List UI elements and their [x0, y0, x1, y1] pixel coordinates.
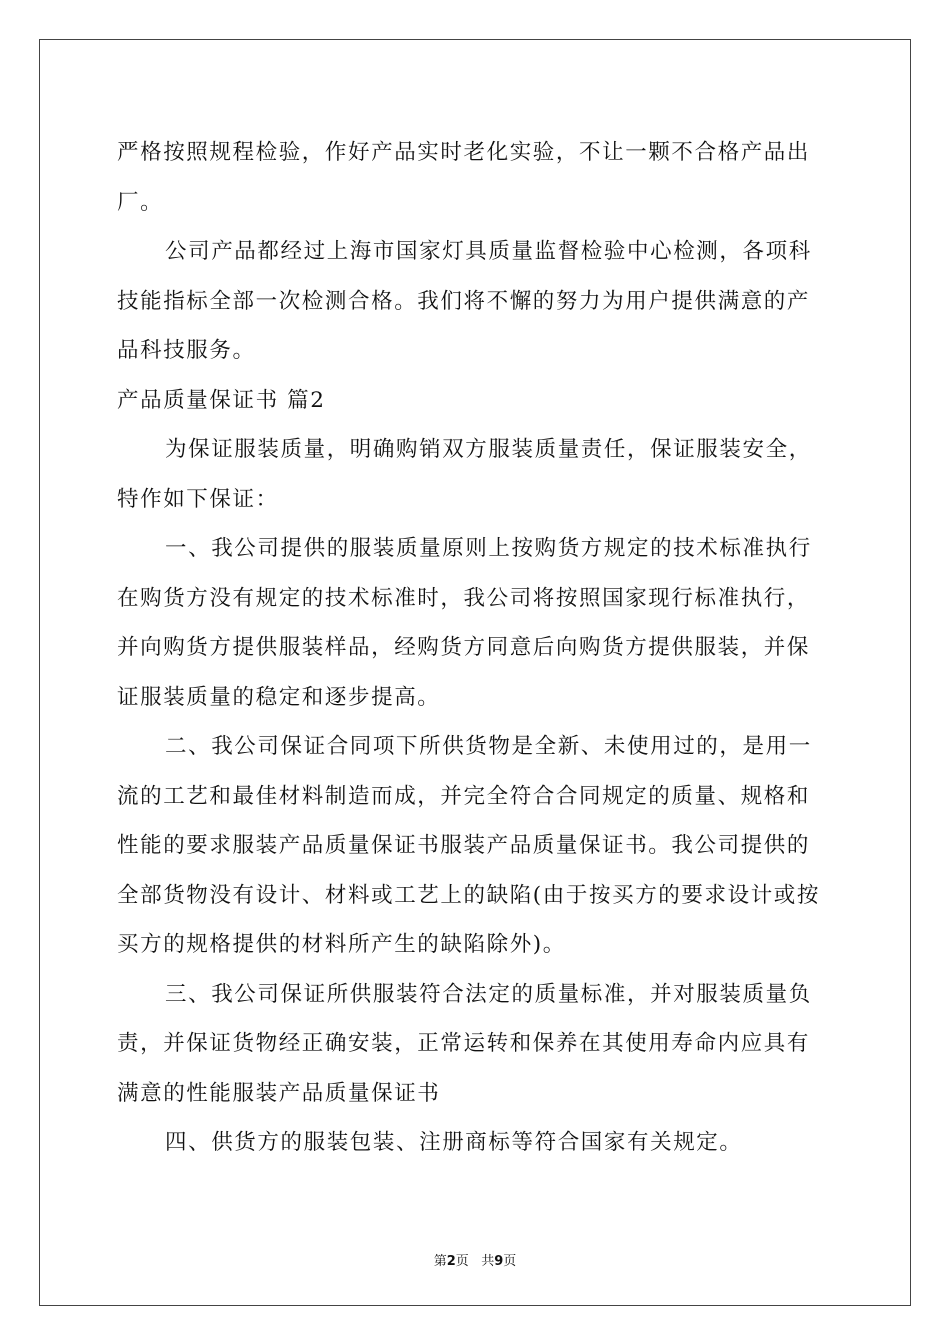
paragraph-3: 为保证服装质量，明确购销双方服装质量责任，保证服装安全，特作如下保证： [117, 437, 812, 512]
paragraph-4: 一、我公司提供的服装质量原则上按购货方规定的技术标准执行在购货方没有规定的技术标准时，我公司将按照国家现行标准执行，并向购货方提供服装样品，经购货方同意后向购货方提供服装，并保证服装质量的稳定和逐步提高。 [117, 536, 812, 710]
page-footer [0, 1250, 950, 1269]
footer-middle: 页 共 [455, 1254, 495, 1269]
paragraph-2: 公司产品都经过上海市国家灯具质量监督检验中心检测，各项科技能指标全部一次检测合格。我们将不懈的努力为用户提供满意的产品科技服务。 [117, 239, 812, 363]
document-body [117, 128, 833, 1168]
total-page-number: 9 [494, 1254, 504, 1269]
current-page-number: 2 [446, 1254, 456, 1269]
section-heading: 产品质量保证书 篇2 [117, 387, 326, 413]
paragraph-1: 严格按照规程检验，作好产品实时老化实验，不让一颗不合格产品出厂。 [117, 140, 811, 215]
paragraph-5: 二、我公司保证合同项下所供货物是全新、未使用过的，是用一流的工艺和最佳材料制造而成，并完全符合合同规定的质量、规格和性能的要求服装产品质量保证书服装产品质量保证书。我公司提供的全部货物没有设计、材料或工艺上的缺陷(由于按买方的要求设计或按买方的规格提供的材料所产生的缺陷除外)。 [117, 734, 820, 957]
footer-prefix: 第 [433, 1254, 447, 1269]
footer-suffix: 页 [503, 1254, 517, 1269]
paragraph-7: 四、供货方的服装包装、注册商标等符合国家有关规定。 [165, 1130, 743, 1155]
paragraph-6: 三、我公司保证所供服装符合法定的质量标准，并对服装质量负责，并保证货物经正确安装，正常运转和保养在其使用寿命内应具有满意的性能服装产品质量保证书 [117, 981, 812, 1106]
